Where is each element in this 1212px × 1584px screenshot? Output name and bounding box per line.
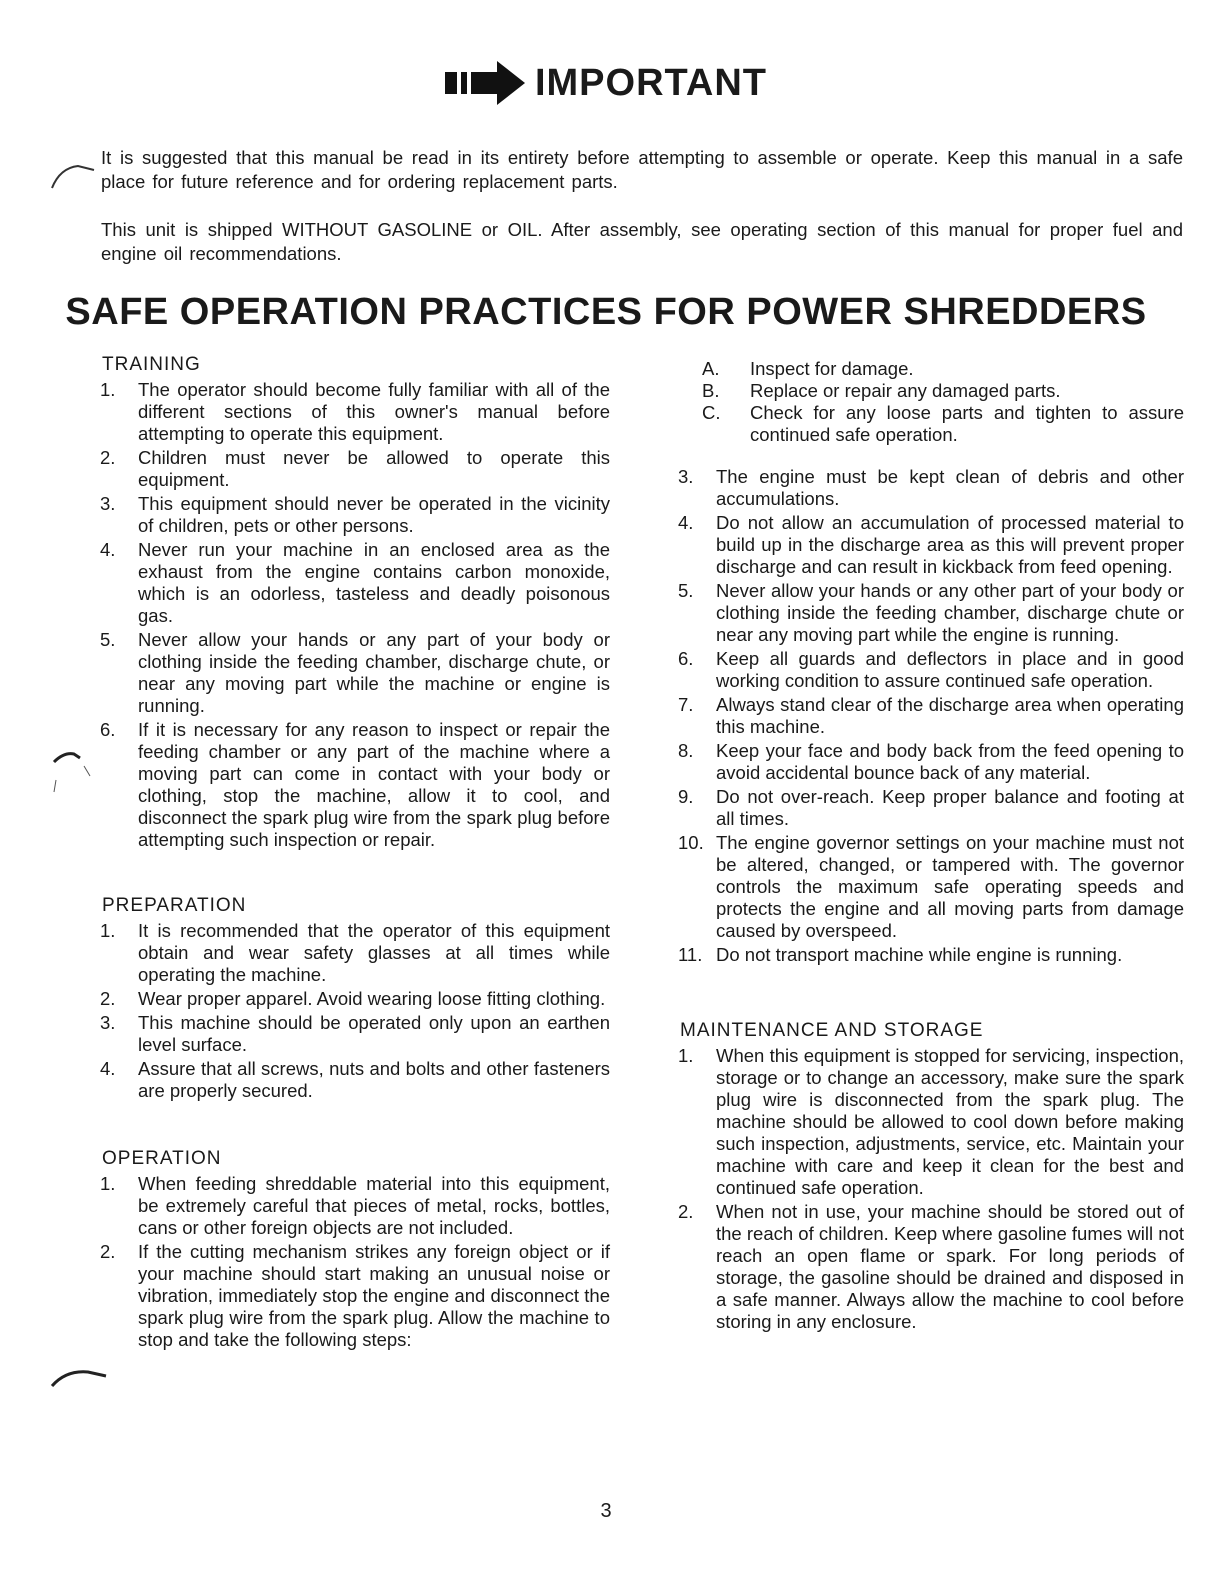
- item-text: Never allow your hands or any part of your body or clothing inside the feeding chamber, discharge chute, or near any moving part while the machine or engine is running.: [138, 629, 610, 716]
- step-letter: B.: [702, 380, 720, 401]
- list-item: [100, 447, 610, 491]
- item-number: 1.: [678, 1045, 694, 1066]
- step-item: [702, 402, 1184, 446]
- item-text: Children must never be allowed to operate this equipment.: [138, 447, 610, 490]
- list-item: [678, 944, 1184, 966]
- item-text: Never run your machine in an enclosed area as the exhaust from the engine contains carbon monoxide, which is an odorless, tasteless and deadly poisonous gas.: [138, 539, 610, 626]
- item-number: 9.: [678, 786, 694, 807]
- important-banner: [0, 60, 1212, 106]
- operation-list: [100, 1173, 610, 1351]
- item-number: 11.: [678, 944, 703, 965]
- list-item: [678, 1045, 1184, 1199]
- item-number: 7.: [678, 694, 694, 715]
- list-item: [100, 920, 610, 986]
- list-item: [100, 1241, 610, 1351]
- step-text: Inspect for damage.: [750, 358, 914, 379]
- item-text: When feeding shreddable material into this equipment, be extremely careful that pieces of metal, rocks, bottles, cans or other foreign objects are not included.: [138, 1173, 610, 1238]
- step-item: [702, 380, 1184, 402]
- item-number: 3.: [678, 466, 694, 487]
- list-item: [678, 648, 1184, 692]
- list-item: [678, 740, 1184, 784]
- item-number: 2.: [678, 1201, 694, 1222]
- operation-steps-list: [702, 358, 1184, 446]
- item-text: Keep all guards and deflectors in place and in good working condition to assure continued safe operation.: [716, 648, 1184, 691]
- list-item: [678, 1201, 1184, 1333]
- list-item: [100, 719, 610, 851]
- intro-paragraph-no-fuel: This unit is shipped WITHOUT GASOLINE or OIL. After assembly, see operating section of this manual for proper fuel and engine oil recommendations.: [101, 218, 1183, 264]
- item-number: 3.: [100, 493, 116, 514]
- item-number: 2.: [100, 447, 116, 468]
- item-number: 4.: [678, 512, 694, 533]
- item-number: 4.: [100, 1058, 116, 1079]
- training-heading: TRAINING: [102, 354, 201, 375]
- item-text: It is recommended that the operator of this equipment obtain and wear safety glasses at all times while operating the machine.: [138, 920, 610, 985]
- item-number: 1.: [100, 920, 116, 941]
- intro-paragraph-read-manual: It is suggested that this manual be read in its entirety before attempting to assemble or operate. Keep this manual in a safe place for future reference and for ordering replacement parts.: [101, 146, 1183, 192]
- item-text: This equipment should never be operated in the vicinity of children, pets or other persons.: [138, 493, 610, 536]
- item-text: The engine must be kept clean of debris and other accumulations.: [716, 466, 1184, 509]
- item-number: 1.: [100, 379, 116, 400]
- margin-mark-icon: [50, 160, 100, 190]
- item-text: The operator should become fully familiar with all of the different sections of this owner's manual before attempting to operate this equipment.: [138, 379, 610, 444]
- operation-list-continued: [678, 466, 1184, 966]
- item-text: When this equipment is stopped for servicing, inspection, storage or to change an accessory, make sure the spark plug wire is disconnected from the spark plug. The machine should be allowed to cool down before making such inspection, adjustments, service, etc. Maintain your machine with care and keep it clean for the best and continued safe operation.: [716, 1045, 1184, 1198]
- margin-mark-icon: [50, 748, 100, 798]
- item-number: 5.: [100, 629, 116, 650]
- item-number: 6.: [678, 648, 694, 669]
- item-text: If the cutting mechanism strikes any foreign object or if your machine should start making an unusual noise or vibration, immediately stop the engine and disconnect the spark plug wire from the spark plug. Allow the machine to stop and take the following steps:: [138, 1241, 610, 1350]
- margin-mark-icon: [48, 1366, 112, 1396]
- right-column: [678, 358, 1184, 1335]
- list-item: [100, 1012, 610, 1056]
- list-item: [678, 832, 1184, 942]
- step-text: Check for any loose parts and tighten to assure continued safe operation.: [750, 402, 1184, 445]
- item-number: 1.: [100, 1173, 116, 1194]
- step-text: Replace or repair any damaged parts.: [750, 380, 1061, 401]
- item-text: Always stand clear of the discharge area when operating this machine.: [716, 694, 1184, 737]
- maintenance-list: [678, 1045, 1184, 1333]
- page-title: SAFE OPERATION PRACTICES FOR POWER SHREDDERS: [65, 291, 1147, 334]
- item-number: 5.: [678, 580, 694, 601]
- arrow-right-icon: [445, 60, 529, 106]
- list-item: [100, 1173, 610, 1239]
- important-title: IMPORTANT: [534, 61, 768, 104]
- list-item: [100, 493, 610, 537]
- item-number: 4.: [100, 539, 116, 560]
- item-number: 2.: [100, 988, 116, 1009]
- item-text: Do not over-reach. Keep proper balance and footing at all times.: [716, 786, 1184, 829]
- list-item: [678, 512, 1184, 578]
- item-number: 6.: [100, 719, 116, 740]
- item-text: Do not allow an accumulation of processed material to build up in the discharge area as this will prevent proper discharge and can result in kickback from feed opening.: [716, 512, 1184, 577]
- step-letter: A.: [702, 358, 720, 379]
- left-column: [100, 354, 610, 1353]
- item-text: The engine governor settings on your machine must not be altered, changed, or tampered with. The governor controls the maximum safe operating speeds and protects the engine and all moving parts from damage caused by overspeed.: [716, 832, 1184, 941]
- page-number: 3: [600, 1500, 612, 1522]
- item-text: Assure that all screws, nuts and bolts and other fasteners are properly secured.: [138, 1058, 610, 1101]
- preparation-heading: PREPARATION: [102, 895, 247, 916]
- list-item: [100, 1058, 610, 1102]
- item-text: Never allow your hands or any other part of your body or clothing inside the feeding chamber, discharge chute or near any moving part while the engine is running.: [716, 580, 1184, 645]
- preparation-list: [100, 920, 610, 1102]
- list-item: [100, 629, 610, 717]
- list-item: [678, 786, 1184, 830]
- item-number: 2.: [100, 1241, 116, 1262]
- item-number: 8.: [678, 740, 694, 761]
- list-item: [100, 379, 610, 445]
- list-item: [100, 988, 610, 1010]
- item-text: Wear proper apparel. Avoid wearing loose fitting clothing.: [138, 988, 606, 1009]
- list-item: [678, 466, 1184, 510]
- maintenance-heading: MAINTENANCE AND STORAGE: [680, 1020, 984, 1041]
- item-text: If it is necessary for any reason to inspect or repair the feeding chamber or any part of the machine where a moving part can come in contact with your body or clothing, stop the machine, allow it to cool, and disconnect the spark plug wire from the spark plug before attempting such inspection or repair.: [138, 719, 610, 850]
- list-item: [100, 539, 610, 627]
- item-text: Keep your face and body back from the feed opening to avoid accidental bounce back of any material.: [716, 740, 1184, 783]
- item-text: This machine should be operated only upon an earthen level surface.: [138, 1012, 610, 1055]
- item-text: When not in use, your machine should be stored out of the reach of children. Keep where gasoline fumes will not reach an open flame or spark. For long periods of storage, the gasoline should be drained and disposed in a safe manner. Always allow the machine to cool before storing in any enclosure.: [716, 1201, 1184, 1332]
- item-number: 3.: [100, 1012, 116, 1033]
- training-list: [100, 379, 610, 851]
- step-letter: C.: [702, 402, 721, 423]
- item-number: 10.: [678, 832, 704, 853]
- list-item: [678, 580, 1184, 646]
- operation-heading: OPERATION: [102, 1148, 222, 1169]
- list-item: [678, 694, 1184, 738]
- item-text: Do not transport machine while engine is running.: [716, 944, 1123, 965]
- step-item: [702, 358, 1184, 380]
